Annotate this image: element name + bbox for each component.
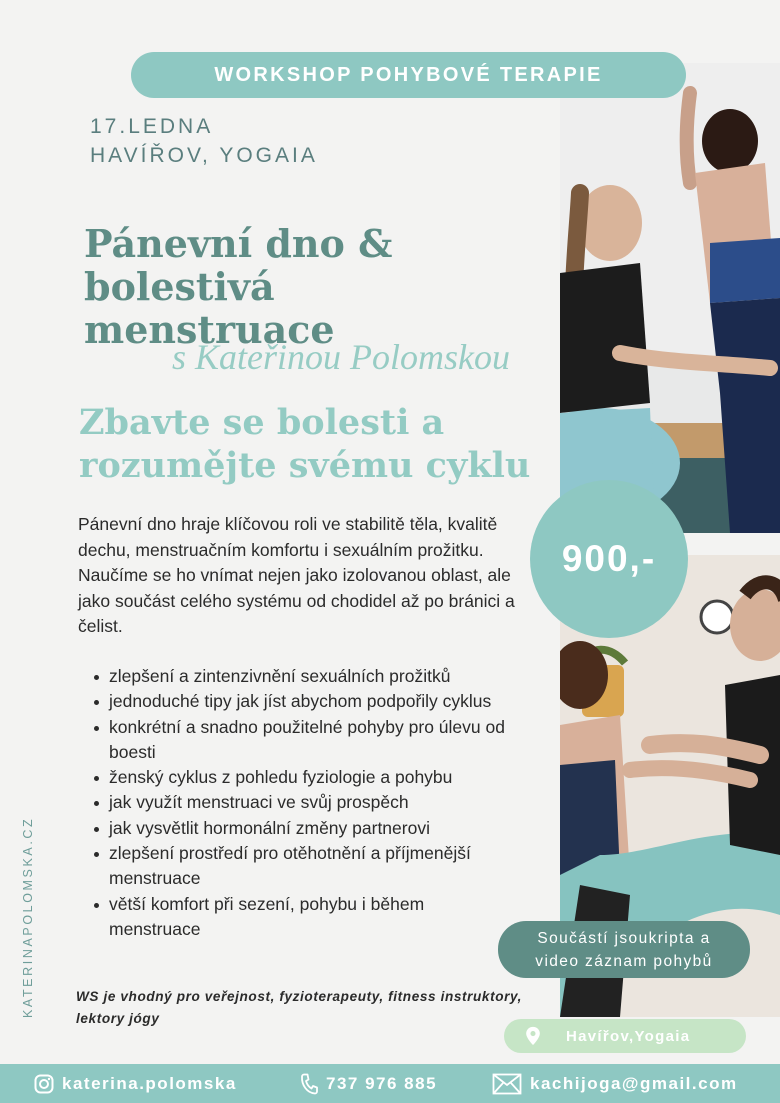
tagline [79,401,559,487]
event-place: HAVÍŘOV, YOGAIA [90,144,318,167]
workshop-header-badge [131,52,686,98]
workshop-title [84,222,564,351]
benefit-item: jak vysvětlit hormonální změny partnerovi [90,816,520,841]
intro-paragraph: Pánevní dno hraje klíčovou roli ve stabilitě těla, kvalitě dechu, menstruačním komfortu i sexuálním prožitku. Naučíme se ho vnímat nejen jako izolovanou oblast, ale jako součást celého systému od chodidel až po bránici a čelist. [78,514,515,636]
photo-stretching-assist [560,63,780,533]
workshop-header-title: WORKSHOP POHYBOVÉ TERAPIE [214,63,603,86]
benefit-item: jednoduché tipy jak jíst abychom podpořily cyklus [90,689,520,714]
price-badge [530,480,688,638]
workshop-title-line-2: menstruace [84,307,335,352]
benefits-list [90,664,520,942]
instagram-link[interactable] [34,1064,237,1103]
email-link[interactable] [492,1064,738,1103]
instagram-handle: katerina.polomska [62,1073,237,1093]
email-icon [492,1073,522,1095]
phone-number: 737 976 885 [326,1073,438,1093]
email-address: kachijoga@gmail.com [530,1073,738,1093]
location-label: Havířov,Yogaia [566,1027,691,1045]
benefit-item: konkrétní a snadno použitelné pohyby pro úlevu od boesti [90,715,520,766]
instructor-subtitle: s Kateřinou Polomskou [172,337,510,377]
benefit-item: zlepšení prostředí pro otěhotnění a příjmenější menstruace [90,841,520,892]
instagram-icon [34,1074,54,1094]
phone-icon [300,1073,318,1095]
phone-link[interactable] [300,1064,437,1103]
event-info [90,112,318,170]
workshop-title-line-1: Pánevní dno & bolestivá [84,221,393,309]
tagline-line-2: rozumějte svému cyklu [79,445,531,486]
event-date: 17.LEDNA [90,115,214,138]
website-vertical-text: KATERINAPOLOMSKA.CZ [21,816,35,1018]
contact-footer [0,1064,780,1103]
tagline-line-1: Zbavte se bolesti a [79,402,445,443]
location-pin-icon [524,1026,542,1046]
benefit-item: zlepšení a zintenzivnění sexuálních prožitků [90,664,520,689]
benefit-item: jak využít menstruaci ve svůj prospěch [90,790,520,815]
benefit-item: ženský cyklus z pohledu fyziologie a pohybu [90,765,520,790]
photo-stretching-assist-illustration [560,63,780,533]
materials-line-2: video záznam pohybů [535,953,713,970]
price-value: 900,- [561,538,657,579]
target-audience-note: WS je vhodný pro veřejnost, fyzioterapeuty, fitness instruktory, lektory jógy [76,989,523,1026]
materials-badge [498,921,750,978]
benefit-item: větší komfort při sezení, pohybu i během menstruace [90,892,520,943]
location-badge [504,1019,746,1053]
materials-line-1: Součástí jsoukripta a [537,930,711,947]
